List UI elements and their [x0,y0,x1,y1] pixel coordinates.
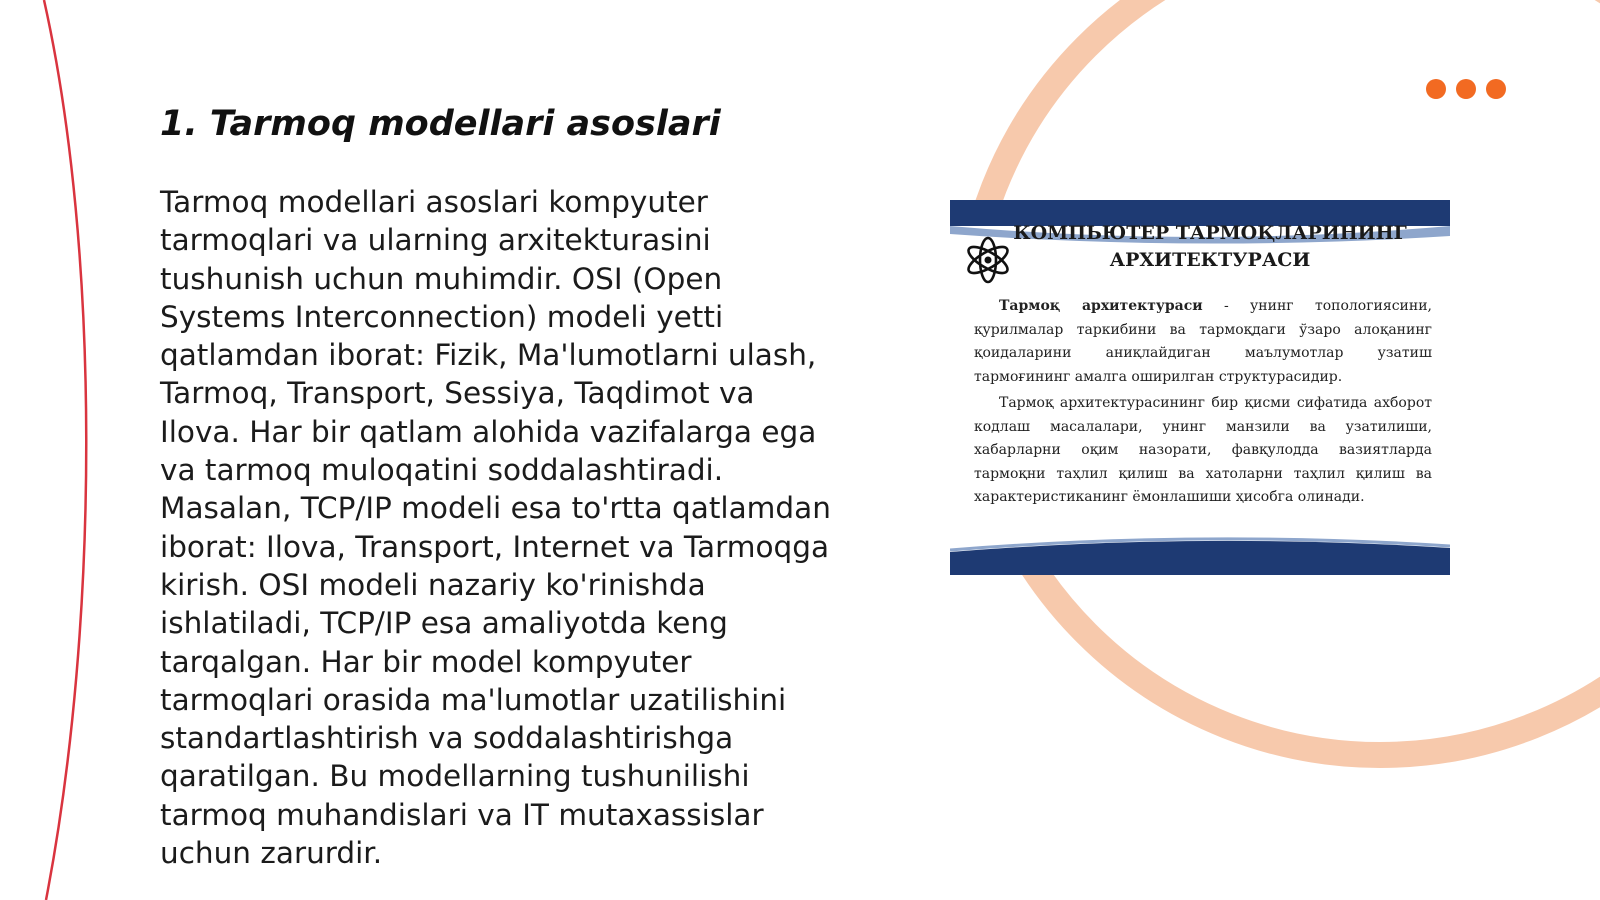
slide-title: 1. Tarmoq modellari asoslari [160,104,721,144]
card-paragraph-1-text: - унинг топологиясини, қурилмалар таркибини ва тармоқдаги ўзаро алоқанинг қоидаларини аниқлайдиган маълумотлар узатиш тармоғининг амалга оширилган структурасидир. [974,298,1433,385]
dot [1486,79,1506,99]
card-title [990,220,1430,274]
dot [1426,79,1446,99]
left-edge-curve [44,0,86,900]
card-paragraph-1 [974,295,1432,389]
more-dots-icon [1426,79,1506,99]
card-title-line1: КОМПЬЮТЕР ТАРМОҚЛАРИНИНГ [1013,222,1407,244]
card-paragraph-2: Тармоқ архитектурасининг бир қисми сифатида ахборот кодлаш масалалари, унинг манзили ва узатилиши, хабарларни оқим назорати, фавқулодда вазиятларда тармоқни таҳлил қилиш ва хатоларни таҳлил қилиш ва характеристиканинг ёмонлашиши ҳисобга олинади. [974,395,1432,505]
slide-body-text: Tarmoq modellari asoslari kompyuter tarmoqlari va ularning arxitekturasini tushunish uchun muhimdir. OSI (Open Systems Interconnection) modeli yetti qatlamdan iborat: Fizik, Ma'lumotlarni ulash, Tarmoq, Transport, Sessiya, Taqdimot va Ilova. Har bir qatlam alohida vazifalarga ega va tarmoq muloqatini soddalashtiradi. Masalan, TCP/IP modeli esa to'rtta qatlamdan iborat: Ilova, Transport, Internet va Tarmoqga kirish. OSI modeli nazariy ko'rinishda ishlatiladi, TCP/IP esa amaliyotda keng tarqalgan. Har bir model kompyuter tarmoqlari orasida ma'lumotlar uzatilishini standartlashtirish va soddalashtirishga qaratilgan. Bu modellarning tushunilishi tarmoq muhandislari va IT mutaxassislar uchun zarurdir. [160,185,831,871]
architecture-image-card [950,200,1450,575]
card-term: Тармоқ архитектураси [999,298,1203,314]
dot [1456,79,1476,99]
card-title-line2: АРХИТЕКТУРАСИ [1109,249,1311,271]
